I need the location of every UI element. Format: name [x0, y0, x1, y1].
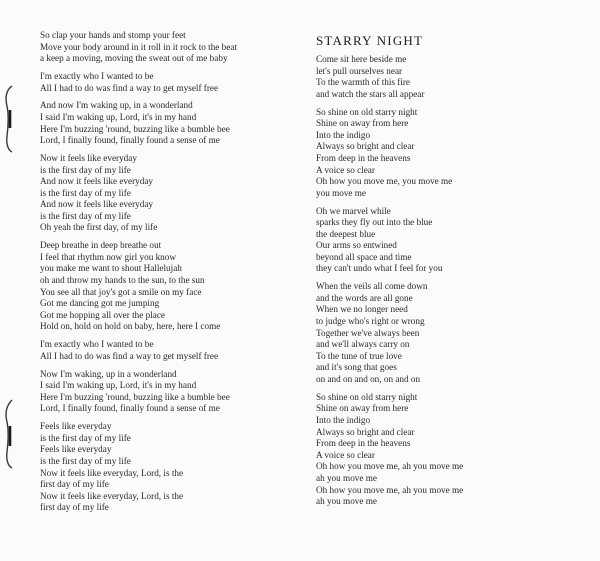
lyric-line: a keep a moving, moving the sweat out of me baby [40, 53, 228, 64]
lyric-line: To the tune of true love [316, 350, 402, 361]
lyric-stanza [316, 392, 586, 508]
lyric-stanza [40, 153, 302, 234]
lyric-line: And now it feels like everyday [40, 176, 154, 187]
lyric-stanza [316, 54, 586, 100]
lyric-stanza [40, 30, 302, 65]
lyric-line: oh and throw my hands to the sun, to the sun [40, 275, 205, 286]
lyric-line: Now I'm waking, up in a wonderland [40, 368, 177, 379]
lyric-line: and the words are all gone [316, 292, 413, 303]
lyric-line: is the first day of my life [40, 187, 131, 198]
lyric-line: When the veils all come down [316, 281, 428, 292]
lyric-line: I'm exactly who I wanted to be [40, 70, 154, 81]
lyric-line: Oh how you move me, ah you move me [316, 484, 464, 495]
lyric-line: All I had to do was find a way to get myself free [40, 350, 219, 361]
lyric-line: Got me dancing got me jumping [40, 298, 160, 309]
right-stanzas [316, 54, 586, 508]
lyric-line: And now it feels like everyday [40, 199, 154, 210]
lyric-stanza [40, 421, 302, 514]
lyric-line: Here I'm buzzing 'round, buzzing like a bumble bee [40, 391, 230, 402]
lyric-line: From deep in the heavens [316, 438, 411, 449]
lyric-line: and it's song that goes [316, 362, 397, 373]
lyric-line: You see all that joy's got a smile on my face [40, 286, 202, 297]
lyric-line: I feel that rhythm now girl you know [40, 251, 177, 262]
lyric-line: is the first day of my life [40, 432, 131, 443]
lyric-line: Oh yeah the first day, of my life [40, 222, 158, 233]
lyric-line: A voice so clear [316, 449, 375, 460]
staple-mark-bottom [2, 398, 16, 470]
lyric-line: So shine on old starry night [316, 391, 418, 402]
lyric-line: let's pull ourselves near [316, 65, 403, 76]
lyric-line: is the first day of my life [40, 164, 131, 175]
lyric-stanza [316, 281, 586, 385]
lyric-line: to judge who's right or wrong [316, 316, 425, 327]
lyric-line: Oh how you move me, you move me [316, 176, 453, 187]
lyric-line: Into the indigo [316, 414, 371, 425]
lyric-line: Feels like everyday [40, 444, 112, 455]
lyric-line: Now it feels like everyday, Lord, is the [40, 490, 184, 501]
lyric-line: and watch the stars all appear [316, 88, 425, 99]
lyric-stanza [316, 107, 586, 200]
lyric-line: From deep in the heavens [316, 152, 411, 163]
lyric-line: first day of my life [40, 479, 109, 490]
lyric-line: Shine on away from here [316, 403, 409, 414]
lyric-line: they can't undo what I feel for you [316, 263, 443, 274]
staple-mark-top [2, 84, 16, 154]
lyric-line: the deepest blue [316, 228, 376, 239]
lyric-line: Now it feels like everyday [40, 152, 137, 163]
lyric-line: And now I'm waking up, in a wonderland [40, 100, 193, 111]
lyric-line: A voice so clear [316, 164, 375, 175]
lyric-stanza [40, 100, 302, 146]
lyric-line: Deep breathe in deep breathe out [40, 240, 162, 251]
lyric-stanza [40, 369, 302, 415]
lyric-line: Oh we marvel while [316, 205, 391, 216]
lyric-line: ah you move me [316, 496, 377, 507]
lyric-line: Move your body around in it roll in it rock to the beat [40, 41, 237, 52]
lyric-stanza [40, 339, 302, 362]
lyric-line: you make me want to shout Hallelujah [40, 263, 182, 274]
song-title: STARRY NIGHT [316, 33, 424, 48]
lyric-line: Lord, I finally found, finally found a sense of me [40, 135, 220, 146]
lyric-line: I'm exactly who I wanted to be [40, 339, 154, 350]
lyric-line: Feels like everyday [40, 421, 112, 432]
lyric-line: Come sit here beside me [316, 54, 407, 64]
lyric-line: To the warmth of this fire [316, 77, 411, 88]
lyric-line: sparks they fly out into the blue [316, 217, 433, 228]
lyrics-column-left [40, 30, 302, 520]
lyric-line: on and on and on, on and on [316, 374, 421, 384]
lyric-line: you move me [316, 187, 367, 198]
lyric-line: Shine on away from here [316, 118, 409, 129]
lyric-line: So clap your hands and stomp your feet [40, 30, 186, 40]
lyric-line: Lord, I finally found, finally found a sense of me [40, 403, 220, 414]
lyric-line: ah you move me [316, 472, 377, 483]
lyric-stanza [40, 240, 302, 333]
lyric-line: and we'll always carry on [316, 339, 410, 350]
lyric-stanza [316, 206, 586, 276]
lyrics-column-right [316, 34, 586, 514]
lyric-line: Our arms so entwined [316, 240, 397, 251]
lyric-line: I said I'm waking up, Lord, it's in my hand [40, 111, 197, 122]
lyric-line: So shine on old starry night [316, 106, 418, 117]
lyric-line: Hold on, hold on hold on baby, here, here I come [40, 321, 221, 332]
lyric-line: beyond all space and time [316, 251, 412, 262]
lyric-line: Together we've always been [316, 327, 420, 338]
lyric-line: Got me hopping all over the place [40, 309, 166, 320]
lyric-line: Always so bright and clear [316, 141, 415, 152]
lyric-line: Oh how you move me, ah you move me [316, 461, 464, 472]
lyric-line: Here I'm buzzing 'round, buzzing like a bumble bee [40, 123, 230, 134]
lyric-line: I said I'm waking up, Lord, it's in my hand [40, 380, 197, 391]
lyric-line: first day of my life [40, 502, 109, 513]
lyric-line: All I had to do was find a way to get myself free [40, 82, 219, 93]
lyric-line: is the first day of my life [40, 210, 131, 221]
lyric-line: When we no longer need [316, 304, 408, 315]
lyric-stanza [40, 71, 302, 94]
lyric-line: Into the indigo [316, 129, 371, 140]
lyric-line: is the first day of my life [40, 455, 131, 466]
lyric-line: Always so bright and clear [316, 426, 415, 437]
lyric-line: Now it feels like everyday, Lord, is the [40, 467, 184, 478]
